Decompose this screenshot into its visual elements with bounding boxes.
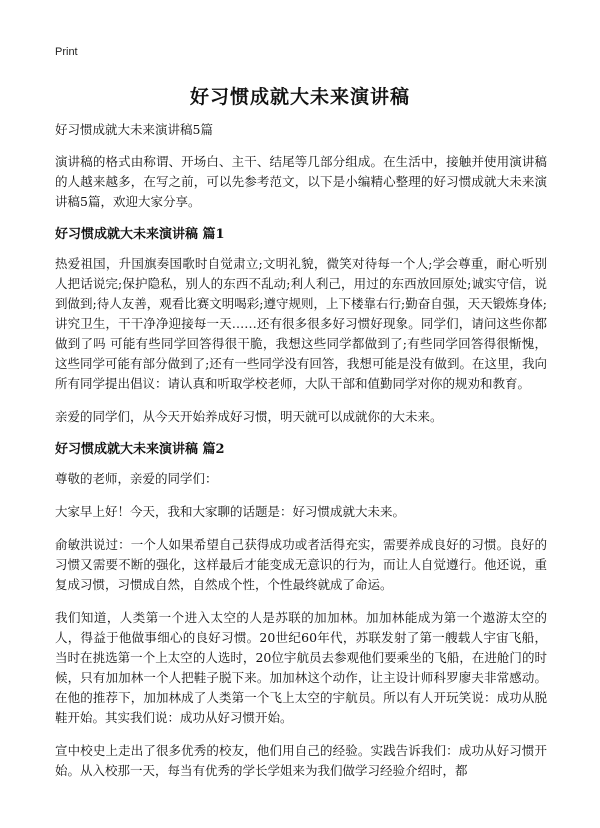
section-heading-1: 好习惯成就大未来演讲稿 篇1 [55, 227, 225, 242]
section-2-paragraph: 大家早上好！今天，我和大家聊的话题是：好习惯成就大未来。 [55, 504, 406, 519]
section-2-paragraph: 尊敬的老师，亲爱的同学们： [55, 471, 218, 486]
section-2-paragraph: 我们知道，人类第一个进入太空的人是苏联的加加林。加加林能成为第一个遨游太空的人，得益于他做事细心的良好习惯。20世纪60年代，苏联发射了第一艘载人宇宙飞船，当时在挑选第一个上太空的人选时，20位宇航员去参观他们要乘坐的飞船，在进舱门的时候，只有加加林一个人把鞋子脱下来。加加林这个动作，让主设计师科罗廖夫非常感动。在他的推荐下，加加林成了人类第一个飞上太空的宇航员。所以有人开玩笑说：成功从脱鞋开始。其实我们说：成功从好习惯开始。 [55, 610, 547, 725]
intro-paragraph: 演讲稿的格式由称谓、开场白、主干、结尾等几部分组成。在生活中，接触并使用演讲稿的人越来越多，在写之前，可以先参考范文，以下是小编精心整理的好习惯成就大未来演讲稿5篇，欢迎大家分享。 [55, 154, 547, 209]
print-label[interactable]: Print [55, 46, 78, 58]
document-body [55, 120, 547, 794]
section-2-paragraph: 俞敏洪说过：一个人如果希望自己获得成功或者活得充实，需要养成良好的习惯。良好的习惯又需要不断的强化，这样最后才能变成无意识的行为，而让人自觉遵行。他还说，重复成习惯，习惯成自然，自然成个性，个性最终就成了命运。 [55, 537, 547, 592]
section-heading-2: 好习惯成就大未来演讲稿 篇2 [55, 442, 225, 457]
section-2-paragraph: 宣中校史上走出了很多优秀的校友，他们用自己的经验。实践告诉我们：成功从好习惯开始。从入校那一天，每当有优秀的学长学姐来为我们做学习经验介绍时，都 [55, 743, 547, 778]
subtitle: 好习惯成就大未来演讲稿5篇 [55, 122, 213, 137]
page-title: 好习惯成就大未来演讲稿 [189, 86, 410, 108]
section-1-paragraph: 热爱祖国，升国旗奏国歌时自觉肃立;文明礼貌，微笑对待每一个人;学会尊重，耐心听别人把话说完;保护隐私，别人的东西不乱动;利人利己，用过的东西放回原处;诚实守信，说到做到;待人友善，观看比赛文明喝彩;遵守规则，上下楼靠右行;勤奋自强，天天锻炼身体;讲究卫生，干干净净迎接每一天……还有很多很多好习惯好现象。同学们，请问这些你都做到了吗 可能有些同学回答得很干脆，我想这些同学都做到了;有些同学回答得很惭愧，这些同学可能有部分做到了;还有一些同学没有回答，我想可能是没有做到。在这里，我向所有同学提出倡议：请认真和听取学校老师，大队干部和值勤同学对你的规劝和教育。 [55, 256, 547, 391]
section-1-paragraph: 亲爱的同学们，从今天开始养成好习惯，明天就可以成就你的大未来。 [55, 409, 443, 424]
